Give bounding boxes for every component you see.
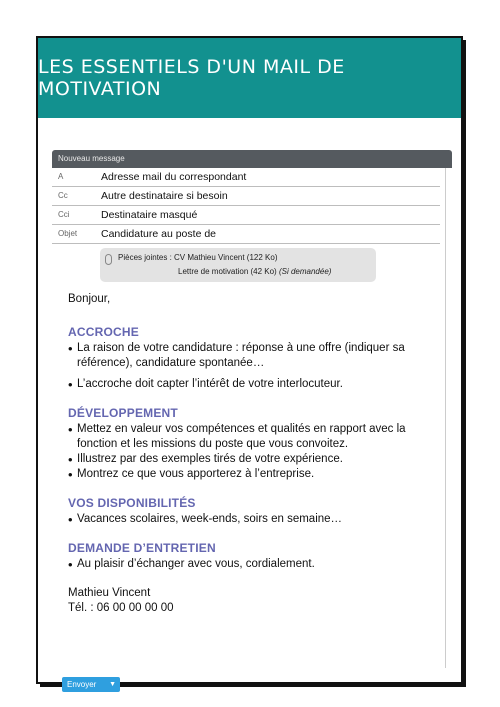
attachment-cv[interactable]: Pièces jointes : CV Mathieu Vincent (122 Ko) [118,253,278,262]
bullet-item: • Montrez ce que vous apporterez à l’entreprise. [68,467,440,482]
section-heading: ACCROCHE [68,325,139,339]
field-value[interactable]: Candidature au poste de [101,228,217,240]
section-heading: DÉVELOPPEMENT [68,406,178,420]
subject-field[interactable] [52,225,440,244]
send-button-label: Envoyer [67,680,97,689]
title-banner [38,38,461,118]
attachment-note: (Si demandée) [278,267,332,276]
field-value[interactable]: Destinataire masqué [101,209,198,221]
attachments-box[interactable] [100,248,376,282]
cc-field[interactable] [52,187,440,206]
page-title: LES ESSENTIELS D'UN MAIL DE MOTIVATION [38,56,345,100]
attachment-letter-label: Lettre de motivation (42 Ko) [178,267,277,276]
section-heading: VOS DISPONIBILITÉS [68,496,196,510]
bullet-item: • Vacances scolaires, week-ends, soirs en semaine… [68,512,440,527]
bullet-item: • La raison de votre candidature : réponse à une offre (indiquer sa référence), candidature spontanée… [68,341,440,371]
section-heading: DEMANDE D’ENTRETIEN [68,541,216,555]
bullet-item: • L’accroche doit capter l’intérêt de votre interlocuteur. [68,377,440,392]
to-field[interactable] [52,168,440,187]
send-button[interactable] [62,677,120,692]
greeting: Bonjour, [68,293,111,305]
frame-shadow [463,40,466,686]
caret-down-icon[interactable]: ▼ [109,681,116,688]
compose-window [52,150,452,689]
field-label: A [58,172,64,181]
signature-name: Mathieu Vincent [68,587,151,599]
message-body[interactable] [68,292,440,616]
bullet-item: • Illustrez par des exemples tirés de votre expérience. [68,452,440,467]
field-label: Cci [58,210,70,219]
field-label: Cc [58,191,68,200]
bullet-item: • Mettez en valeur vos compétences et qualités en rapport avec la fonction et les missions du poste que vous convoitez. [68,422,440,452]
bullet-item: • Au plaisir d’échanger avec vous, cordialement. [68,557,440,572]
paperclip-icon [105,254,112,265]
field-value[interactable]: Adresse mail du correspondant [101,171,247,183]
scrollbar[interactable] [445,168,452,668]
field-value[interactable]: Autre destinataire si besoin [101,190,228,202]
bcc-field[interactable] [52,206,440,225]
attachment-letter[interactable] [178,267,331,276]
signature-phone: Tél. : 06 00 00 00 00 [68,602,174,614]
infographic-frame [36,36,463,689]
field-label: Objet [58,229,78,238]
compose-titlebar: Nouveau message [52,150,452,168]
